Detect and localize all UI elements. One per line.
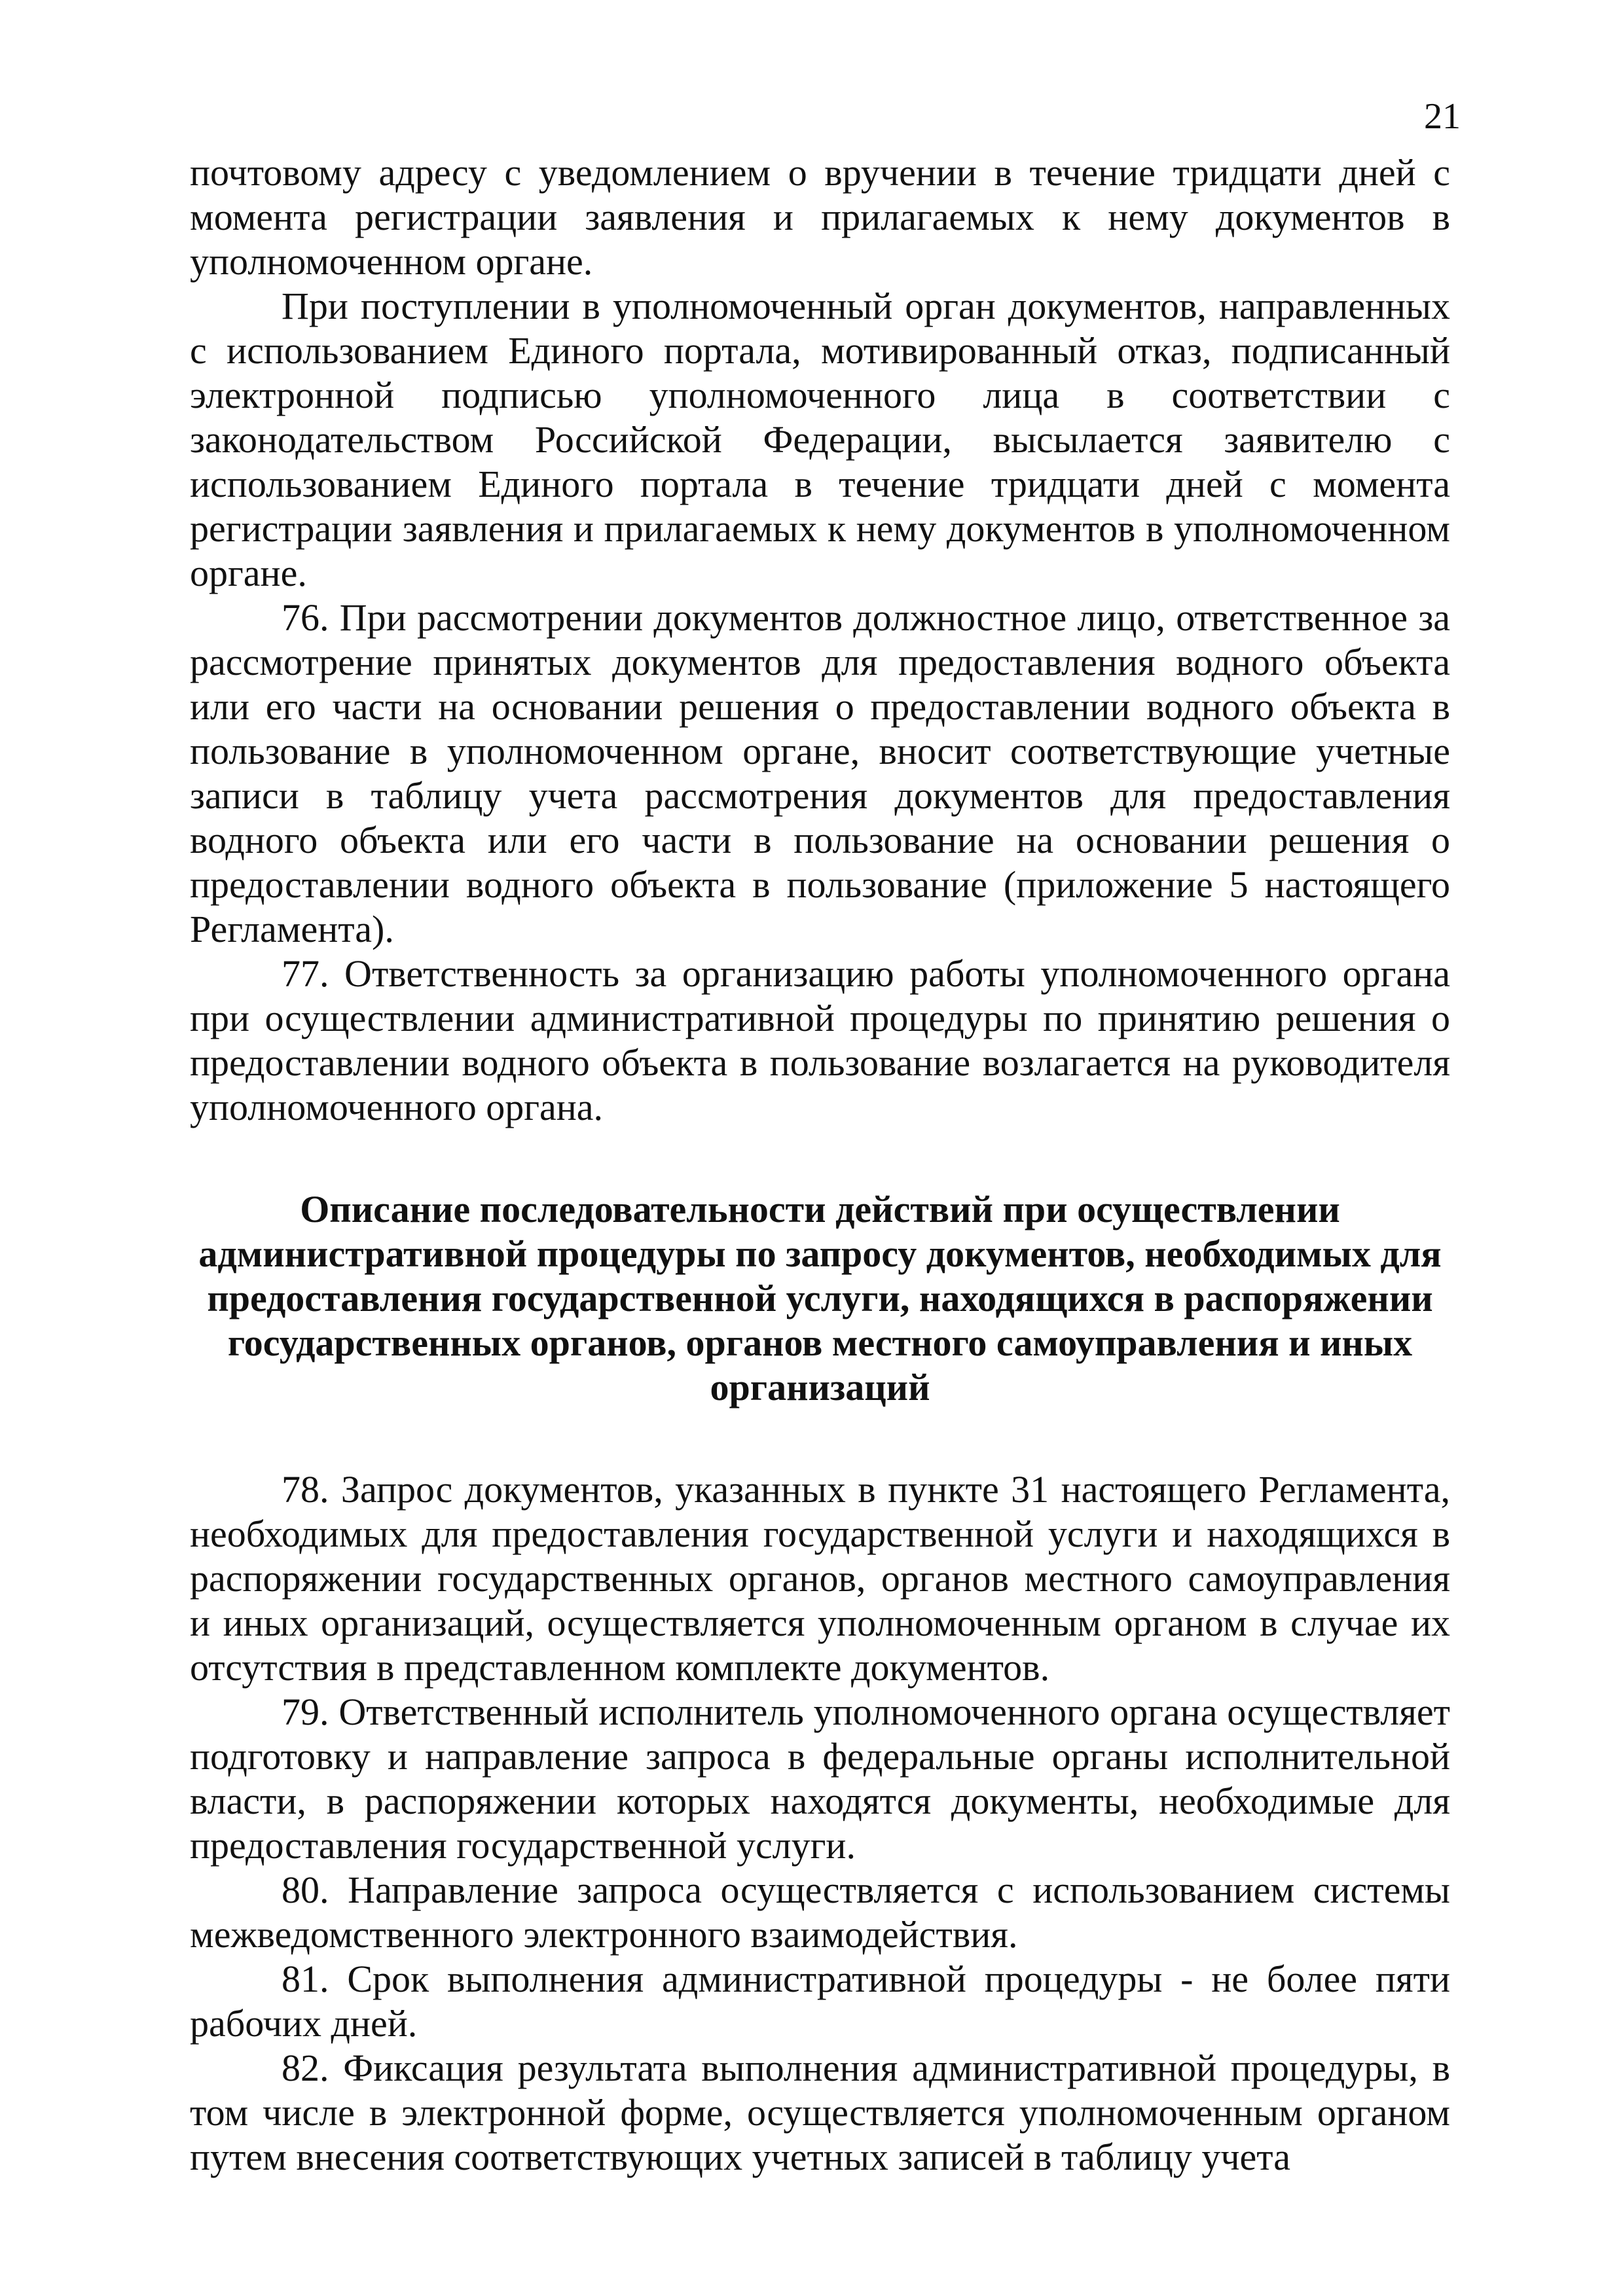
paragraph-80: 80. Направление запроса осуществляется с использованием системы межведомственного электронного взаимодействия. bbox=[190, 1869, 1450, 1956]
paragraph-79: 79. Ответственный исполнитель уполномоченного органа осуществляет подготовку и направление запроса в федеральные органы исполнительной власти, в распоряжении которых находятся документы, необходимые для предоставления государственной услуги. bbox=[190, 1691, 1450, 1867]
page-number: 21 bbox=[1424, 96, 1461, 137]
paragraph: При поступлении в уполномоченный орган документов, направленных с использованием Единого портала, мотивированный отказ, подписанный электронной подписью уполномоченного лица в соответствии с законодательством Российской Федерации, высылается заявителю с использованием Единого портала в течение тридцати дней с момента регистрации заявления и прилагаемых к нему документов в уполномоченном органе. bbox=[190, 285, 1450, 594]
section-heading: Описание последовательности действий при осуществлении административной процедуры по запросу документов, необходимых для предоставления государственной услуги, находящихся в распоряжении государственных органов, органов местного самоуправления и иных организаций bbox=[198, 1188, 1442, 1408]
paragraph-81: 81. Срок выполнения административной процедуры - не более пяти рабочих дней. bbox=[190, 1958, 1450, 2045]
paragraph-78: 78. Запрос документов, указанных в пункте 31 настоящего Регламента, необходимых для предоставления государственной услуги и находящихся в распоряжении государственных органов, органов местного самоуправления и иных организаций, осуществляется уполномоченным органом в случае их отсутствия в представленном комплекте документов. bbox=[190, 1468, 1450, 1689]
paragraph-77: 77. Ответственность за организацию работы уполномоченного органа при осуществлении административной процедуры по принятию решения о предоставлении водного объекта в пользование возлагается на руководителя уполномоченного органа. bbox=[190, 952, 1450, 1128]
paragraph-82: 82. Фиксация результата выполнения административной процедуры, в том числе в электронной форме, осуществляется уполномоченным органом путем внесения соответствующих учетных записей в таблицу учета bbox=[190, 2047, 1450, 2178]
paragraph-76: 76. При рассмотрении документов должностное лицо, ответственное за рассмотрение принятых документов для предоставления водного объекта или его части на основании решения о предоставлении водного объекта в пользование в уполномоченном органе, вносит соответствующие учетные записи в таблицу учета рассмотрения документов для предоставления водного объекта или его части в пользование на основании решения о предоставлении водного объекта в пользование (приложение 5 настоящего Регламента). bbox=[190, 596, 1450, 950]
paragraph-continuation: почтовому адресу с уведомлением о вручении в течение тридцати дней с момента регистрации заявления и прилагаемых к нему документов в уполномоченном органе. bbox=[190, 151, 1450, 283]
document-body bbox=[190, 151, 1450, 2179]
